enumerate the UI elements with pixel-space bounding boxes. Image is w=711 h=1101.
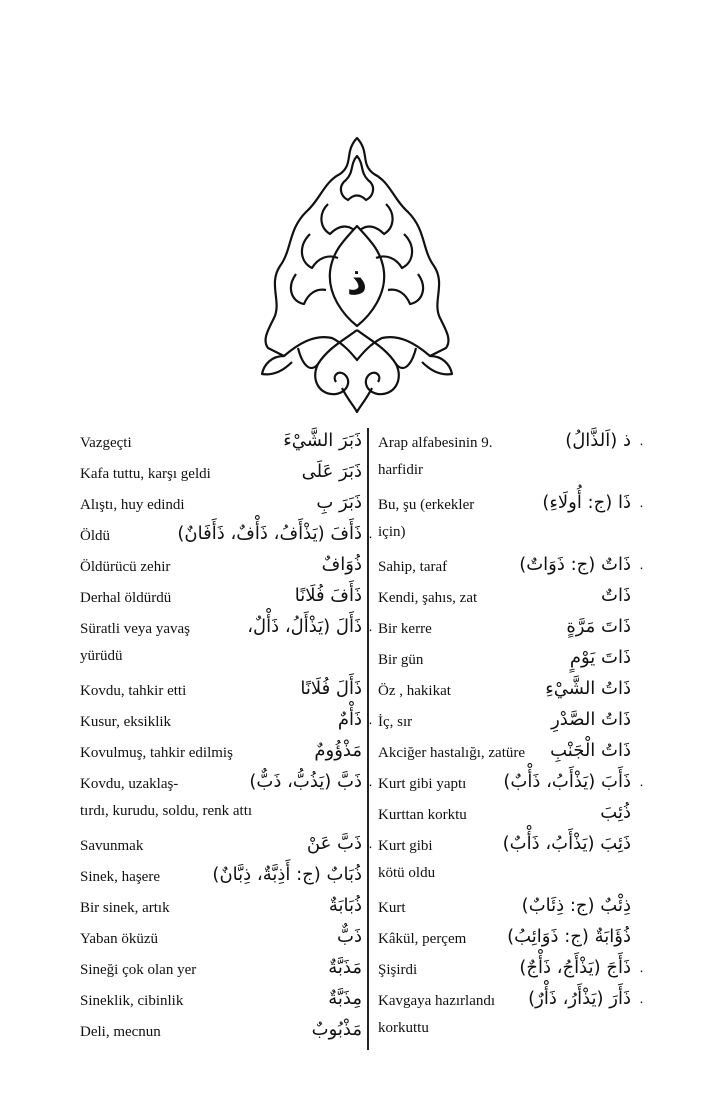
arabic-headword: ذَأَلَ فُلَانًا: [300, 678, 362, 699]
dictionary-entry: [378, 769, 645, 800]
turkish-meaning: Sinek, haşere: [80, 869, 160, 885]
turkish-meaning: Bir sinek, artık: [80, 900, 170, 916]
turkish-meaning: Kusur, eksiklik: [80, 714, 172, 730]
right-column: [378, 428, 645, 1048]
arabic-headword: ذَاتُ الْجَنْبِ: [550, 740, 631, 761]
arabic-headword: ذَبٌّ: [337, 926, 362, 947]
turkish-meaning: Sineklik, cibinlik: [80, 993, 184, 1009]
dictionary-entry: [378, 924, 645, 955]
turkish-meaning: Bir gün: [378, 652, 424, 668]
turkish-meaning: Sineği çok olan yer: [80, 962, 197, 978]
arabic-headword: ذَأْمٌ: [337, 709, 362, 730]
turkish-meaning: Kovdu, tahkir etti: [80, 683, 187, 699]
column-divider: [367, 428, 369, 1050]
turkish-meaning: Süratli veya yavaş: [80, 621, 190, 637]
turkish-meaning: Öldü: [80, 528, 110, 544]
turkish-meaning: kötü oldu: [378, 865, 436, 881]
dictionary-entry: [80, 738, 362, 769]
turkish-meaning: yürüdü: [80, 648, 123, 664]
entry-marker: ۰: [367, 777, 374, 792]
dictionary-entry: [80, 459, 362, 490]
turkish-meaning: Sahip, taraf: [378, 559, 448, 575]
arabic-headword: ذَا (ج: أُولَاءِ): [542, 492, 631, 513]
entry-marker: ۰: [638, 560, 645, 575]
arabic-headword: ذَئِبَ (يَذْأَبُ، ذَأْبٌ): [502, 833, 631, 854]
dictionary-entry: [378, 552, 645, 583]
dictionary-entry: [80, 955, 362, 986]
turkish-meaning: Akciğer hastalığı, zatüre: [378, 745, 526, 761]
dictionary-entry: [80, 769, 374, 800]
dictionary-entry: [378, 645, 645, 676]
turkish-meaning: Bu, şu (erkekler: [378, 497, 475, 513]
dictionary-entry: [378, 614, 645, 645]
arabic-headword: ذَبَرَ بِ: [316, 492, 362, 513]
arabic-headword: ذُبَابَةٌ: [328, 895, 362, 916]
arabic-headword: مَذَبَّةٌ: [328, 957, 362, 978]
arabic-headword: ذَاتٌ: [601, 585, 631, 606]
turkish-meaning: Kâkül, perçem: [378, 931, 467, 947]
dictionary-entry-continuation: [378, 1017, 645, 1048]
left-column: [80, 428, 374, 1048]
dictionary-entry-continuation: [378, 521, 645, 552]
dictionary-entry: [378, 490, 645, 521]
turkish-meaning: Vazgeçti: [80, 435, 132, 451]
turkish-meaning: Kurt gibi: [378, 838, 433, 854]
arabic-headword: ذَاتَ مَرَّةٍ: [566, 616, 631, 637]
entry-marker: ۰: [367, 839, 374, 854]
entry-marker: ۰: [638, 436, 645, 451]
dictionary-entry: [80, 862, 362, 893]
turkish-meaning: harfidir: [378, 462, 423, 478]
dictionary-entry: [80, 428, 362, 459]
turkish-meaning: Derhal öldürdü: [80, 590, 172, 606]
turkish-meaning: Savunmak: [80, 838, 144, 854]
entry-marker: ۰: [367, 715, 374, 730]
turkish-meaning: Bir kerre: [378, 621, 432, 637]
dictionary-entry: [80, 521, 374, 552]
dictionary-entry: [378, 428, 645, 459]
turkish-meaning: için): [378, 524, 406, 540]
entry-marker: ۰: [638, 994, 645, 1009]
arabic-headword: مِذَبَّةٌ: [328, 988, 362, 1009]
arabic-headword: ذَأَبَ (يَذْأَبُ، ذَأْبٌ): [503, 771, 631, 792]
dictionary-entry-continuation: [80, 800, 362, 831]
arabic-headword: ذَأَجَ (يَذْأَجُ، ذَأْجٌ): [519, 957, 631, 978]
arabic-headword: مَذْؤُومٌ: [314, 740, 362, 761]
turkish-meaning: Kendi, şahıs, zat: [378, 590, 478, 606]
arabic-headword: ذَاتَ يَوْمٍ: [569, 647, 631, 668]
turkish-meaning: İç, sır: [378, 714, 413, 730]
turkish-meaning: Kavgaya hazırlandı: [378, 993, 496, 1009]
turkish-meaning: Deli, mecnun: [80, 1024, 161, 1040]
entry-marker: ۰: [367, 622, 374, 637]
arabic-headword: ذَبَّ (يَذُبُّ، ذَبٌّ): [249, 771, 362, 792]
turkish-meaning: Kafa tuttu, karşı geldi: [80, 466, 211, 482]
dictionary-entry: [80, 707, 374, 738]
dictionary-entry: [378, 955, 645, 986]
turkish-meaning: Şişirdi: [378, 962, 418, 978]
turkish-meaning: Alıştı, huy edindi: [80, 497, 185, 513]
dictionary-entry: [80, 552, 362, 583]
entry-marker: ۰: [638, 963, 645, 978]
dictionary-entry: [80, 583, 362, 614]
arabic-headword: ذَبَّ عَنْ: [306, 833, 362, 854]
entry-marker: ۰: [638, 777, 645, 792]
arabic-headword: مَذْبُوبٌ: [311, 1019, 362, 1040]
arabic-headword: ذُئِبَ: [600, 802, 631, 823]
dictionary-entry: [378, 676, 645, 707]
turkish-meaning: Arap alfabesinin 9.: [378, 435, 493, 451]
dictionary-entry: [378, 738, 645, 769]
dictionary-entry-continuation: [80, 645, 362, 676]
turkish-meaning: Kurt: [378, 900, 406, 916]
arabic-headword: ذَأَرَ (يَذْأَرُ، ذَأْرٌ): [528, 988, 631, 1009]
arabic-headword: ذَأَفَ (يَذْأَفُ، ذَأْفٌ، ذَأَفَانٌ): [177, 523, 362, 544]
arabic-headword: ذِئْبٌ (ج: ذِئَابٌ): [521, 895, 631, 916]
arabic-headword: ذُؤَابَةٌ (ج: ذَوَائِبُ): [507, 926, 631, 947]
entry-marker: ۰: [367, 529, 374, 544]
turkish-meaning: Kurt gibi yaptı: [378, 776, 467, 792]
turkish-meaning: Kovulmuş, tahkir edilmiş: [80, 745, 233, 761]
arabic-headword: ذَاتُ الصَّدْرِ: [551, 709, 631, 730]
arabic-headword: ذَأَلَ (يَذْأَلُ، ذَأْلٌ،: [247, 616, 362, 637]
dictionary-entry: [378, 831, 645, 862]
arabic-headword: ذَاتٌ (ج: ذَوَاتٌ): [519, 554, 631, 575]
dictionary-entry-continuation: [378, 862, 645, 893]
arabic-headword: ذَبَرَ عَلَى: [301, 461, 362, 482]
dictionary-entry: [80, 831, 374, 862]
arabic-headword: ذَبَرَ الشَّيْءَ: [283, 430, 362, 451]
dictionary-entry: [80, 986, 362, 1017]
dictionary-entry: [378, 583, 645, 614]
dictionary-entry: [378, 986, 645, 1017]
dictionary-entry: [80, 676, 362, 707]
dictionary-entry: [80, 1017, 362, 1048]
arabic-headword: ذَأَفَ فُلَانًا: [294, 585, 362, 606]
dictionary-entry: [378, 707, 645, 738]
turkish-meaning: korkuttu: [378, 1020, 429, 1036]
turkish-meaning: Öz , hakikat: [378, 683, 451, 699]
arabic-headword: ذُوَافٌ: [321, 554, 362, 575]
turkish-meaning: tırdı, kurudu, soldu, renk attı: [80, 803, 253, 819]
dictionary-entry-continuation: [378, 459, 645, 490]
dictionary-entry: [80, 614, 374, 645]
arabic-headword: ذُبَابٌ (ج: أَذِبَّةٌ، ذِبَّانٌ): [212, 864, 362, 885]
ornament-letter: ذ: [346, 258, 368, 304]
letter-ornament: [258, 134, 456, 416]
turkish-meaning: Öldürücü zehir: [80, 559, 171, 575]
dictionary-entry: [378, 893, 645, 924]
dictionary-entry: [80, 924, 362, 955]
arabic-headword: ذ (اَلذَّالُ): [565, 430, 631, 451]
dictionary-entry: [378, 800, 645, 831]
dictionary-entry: [80, 490, 362, 521]
turkish-meaning: Kurttan korktu: [378, 807, 467, 823]
arabic-headword: ذَاتُ الشَّيْءِ: [545, 678, 631, 699]
turkish-meaning: Yaban öküzü: [80, 931, 159, 947]
dictionary-entry: [80, 893, 362, 924]
entry-marker: ۰: [638, 498, 645, 513]
turkish-meaning: Kovdu, uzaklaş-: [80, 776, 179, 792]
